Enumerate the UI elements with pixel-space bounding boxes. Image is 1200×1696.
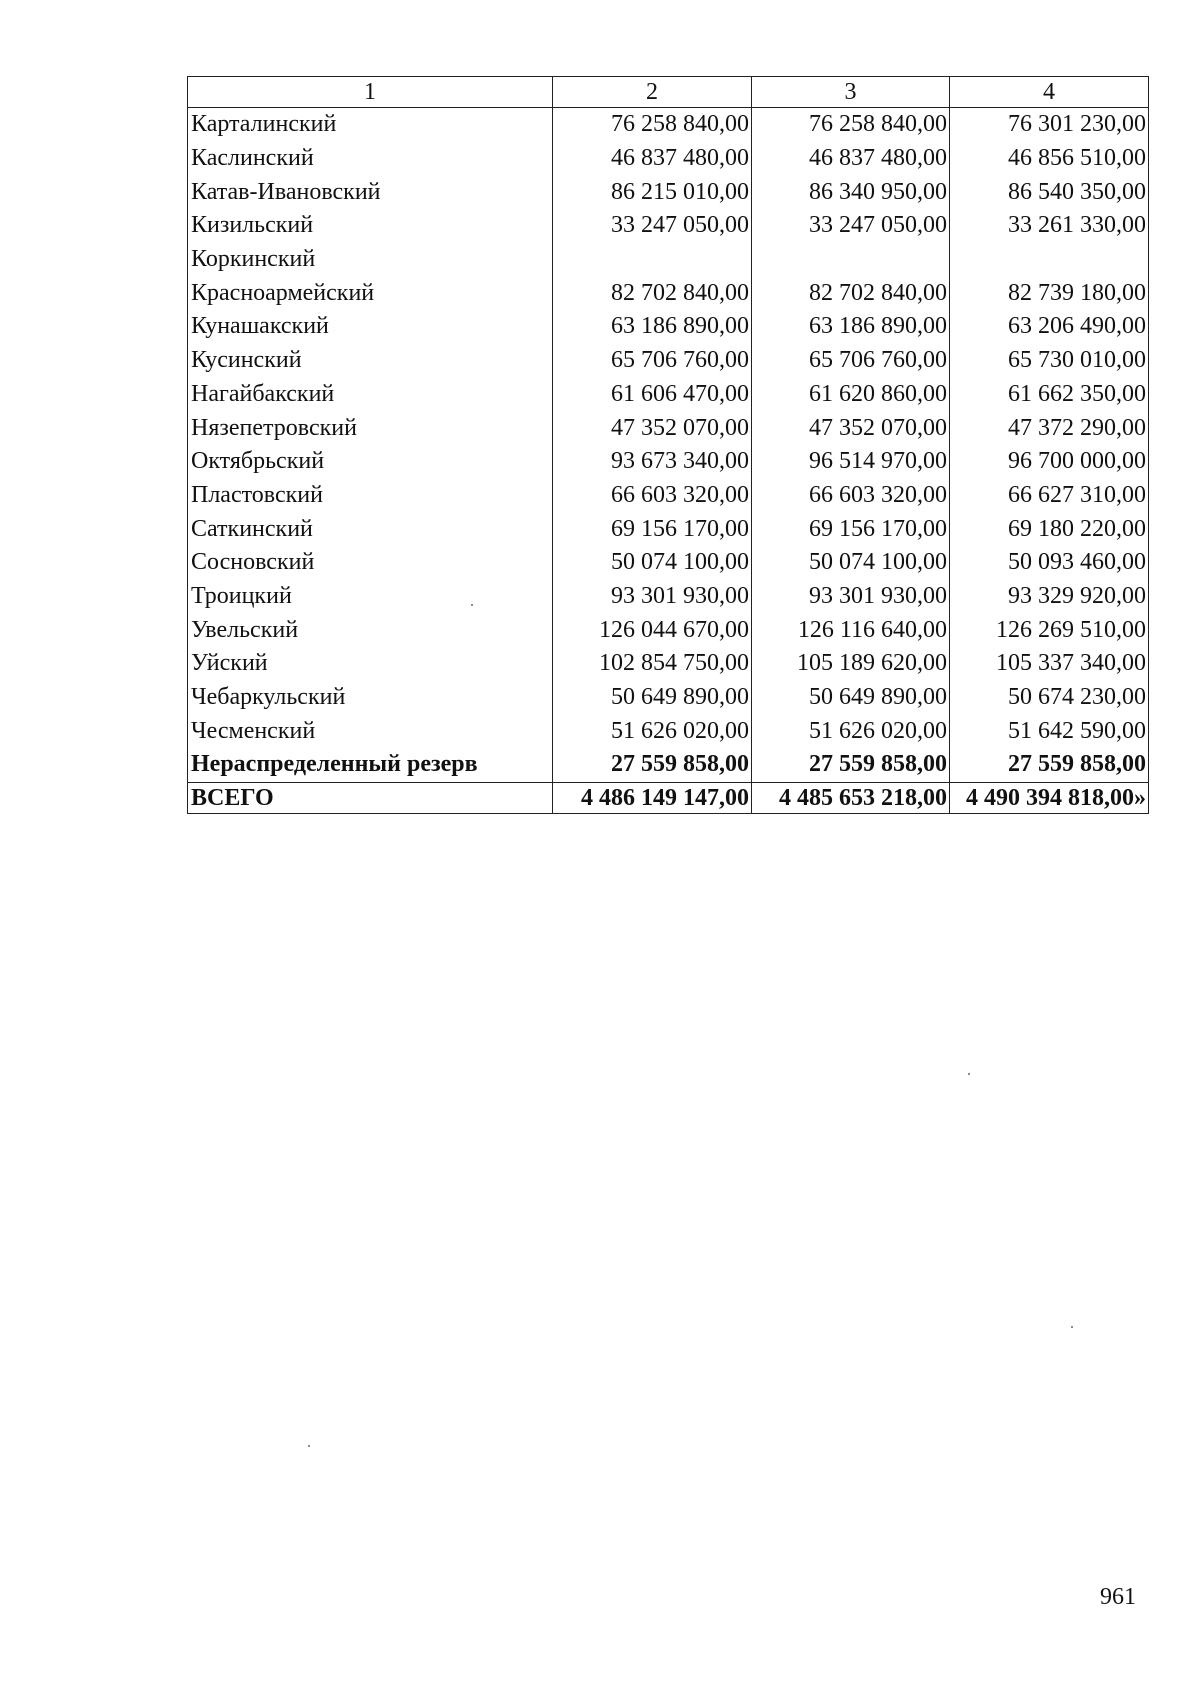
value-col-3: 61 620 860,00 (752, 378, 950, 412)
value-col-4: 65 730 010,00 (950, 344, 1149, 378)
total-v2: 4 486 149 147,00 (553, 782, 752, 813)
value-col-2: 69 156 170,00 (553, 512, 752, 546)
value-col-3: 65 706 760,00 (752, 344, 950, 378)
district-name: Чебаркульский (188, 681, 553, 715)
budget-table (187, 76, 1149, 814)
table-row (188, 175, 1149, 209)
scan-speck (1071, 1326, 1073, 1328)
district-name: Чесменский (188, 714, 553, 748)
value-col-3: 50 074 100,00 (752, 546, 950, 580)
value-col-3: 82 702 840,00 (752, 276, 950, 310)
value-col-2: 50 074 100,00 (553, 546, 752, 580)
table-row (188, 243, 1149, 277)
table-row (188, 344, 1149, 378)
value-col-4: 61 662 350,00 (950, 378, 1149, 412)
scan-speck (968, 1073, 970, 1075)
value-col-4: 47 372 290,00 (950, 411, 1149, 445)
value-col-4: 66 627 310,00 (950, 479, 1149, 513)
value-col-3: 96 514 970,00 (752, 445, 950, 479)
district-name: Троицкий (188, 580, 553, 614)
table-row (188, 479, 1149, 513)
reserve-v2: 27 559 858,00 (553, 748, 752, 782)
value-col-4: 69 180 220,00 (950, 512, 1149, 546)
district-name: Нагайбакский (188, 378, 553, 412)
value-col-4: 46 856 510,00 (950, 142, 1149, 176)
header-col-4: 4 (950, 77, 1149, 108)
table-row (188, 613, 1149, 647)
value-col-2: 126 044 670,00 (553, 613, 752, 647)
district-name: Карталинский (188, 108, 553, 142)
value-col-4: 96 700 000,00 (950, 445, 1149, 479)
value-col-4 (950, 243, 1149, 277)
scan-speck (308, 1445, 310, 1447)
district-name: Сосновский (188, 546, 553, 580)
table-row (188, 546, 1149, 580)
value-col-2: 51 626 020,00 (553, 714, 752, 748)
header-col-2: 2 (553, 77, 752, 108)
value-col-3: 46 837 480,00 (752, 142, 950, 176)
table-row (188, 378, 1149, 412)
reserve-v4: 27 559 858,00 (950, 748, 1149, 782)
total-v4: 4 490 394 818,00» (950, 782, 1149, 813)
value-col-3: 51 626 020,00 (752, 714, 950, 748)
value-col-3: 50 649 890,00 (752, 681, 950, 715)
value-col-4: 63 206 490,00 (950, 310, 1149, 344)
district-name: Кусинский (188, 344, 553, 378)
table-row (188, 714, 1149, 748)
value-col-2: 46 837 480,00 (553, 142, 752, 176)
district-name: Каслинский (188, 142, 553, 176)
table-row (188, 681, 1149, 715)
value-col-2: 50 649 890,00 (553, 681, 752, 715)
district-name: Катав-Ивановский (188, 175, 553, 209)
value-col-2: 47 352 070,00 (553, 411, 752, 445)
value-col-2 (553, 243, 752, 277)
value-col-4: 105 337 340,00 (950, 647, 1149, 681)
value-col-3: 66 603 320,00 (752, 479, 950, 513)
value-col-3: 69 156 170,00 (752, 512, 950, 546)
table-row (188, 445, 1149, 479)
value-col-3: 76 258 840,00 (752, 108, 950, 142)
total-name: ВСЕГО (188, 782, 553, 813)
table-row (188, 142, 1149, 176)
value-col-4: 33 261 330,00 (950, 209, 1149, 243)
value-col-3: 86 340 950,00 (752, 175, 950, 209)
value-col-3: 105 189 620,00 (752, 647, 950, 681)
header-col-1: 1 (188, 77, 553, 108)
value-col-2: 76 258 840,00 (553, 108, 752, 142)
district-name: Красноармейский (188, 276, 553, 310)
table-row (188, 108, 1149, 142)
value-col-2: 86 215 010,00 (553, 175, 752, 209)
value-col-2: 66 603 320,00 (553, 479, 752, 513)
value-col-4: 50 674 230,00 (950, 681, 1149, 715)
district-name: Увельский (188, 613, 553, 647)
value-col-2: 61 606 470,00 (553, 378, 752, 412)
value-col-4: 50 093 460,00 (950, 546, 1149, 580)
value-col-3: 126 116 640,00 (752, 613, 950, 647)
value-col-4: 82 739 180,00 (950, 276, 1149, 310)
table-row (188, 310, 1149, 344)
header-col-3: 3 (752, 77, 950, 108)
header-row (188, 77, 1149, 108)
value-col-4: 76 301 230,00 (950, 108, 1149, 142)
reserve-v3: 27 559 858,00 (752, 748, 950, 782)
table-body (188, 108, 1149, 814)
table-row (188, 276, 1149, 310)
table-row (188, 411, 1149, 445)
scan-speck (471, 604, 473, 606)
value-col-3: 93 301 930,00 (752, 580, 950, 614)
value-col-4: 126 269 510,00 (950, 613, 1149, 647)
district-name: Нязепетровский (188, 411, 553, 445)
reserve-name: Нераспределенный резерв (188, 748, 553, 782)
district-name: Пластовский (188, 479, 553, 513)
table-row (188, 580, 1149, 614)
value-col-2: 93 301 930,00 (553, 580, 752, 614)
reserve-row (188, 748, 1149, 782)
page-number: 961 (1100, 1584, 1136, 1610)
value-col-4: 51 642 590,00 (950, 714, 1149, 748)
total-row (188, 782, 1149, 813)
value-col-2: 63 186 890,00 (553, 310, 752, 344)
value-col-2: 65 706 760,00 (553, 344, 752, 378)
value-col-2: 93 673 340,00 (553, 445, 752, 479)
total-v3: 4 485 653 218,00 (752, 782, 950, 813)
value-col-2: 33 247 050,00 (553, 209, 752, 243)
value-col-4: 93 329 920,00 (950, 580, 1149, 614)
district-name: Коркинский (188, 243, 553, 277)
table-row (188, 647, 1149, 681)
district-name: Кизильский (188, 209, 553, 243)
district-name: Саткинский (188, 512, 553, 546)
district-name: Уйский (188, 647, 553, 681)
value-col-2: 102 854 750,00 (553, 647, 752, 681)
value-col-3 (752, 243, 950, 277)
table-row (188, 512, 1149, 546)
district-name: Октябрьский (188, 445, 553, 479)
value-col-3: 47 352 070,00 (752, 411, 950, 445)
district-name: Кунашакский (188, 310, 553, 344)
value-col-4: 86 540 350,00 (950, 175, 1149, 209)
value-col-3: 63 186 890,00 (752, 310, 950, 344)
table-row (188, 209, 1149, 243)
value-col-3: 33 247 050,00 (752, 209, 950, 243)
value-col-2: 82 702 840,00 (553, 276, 752, 310)
